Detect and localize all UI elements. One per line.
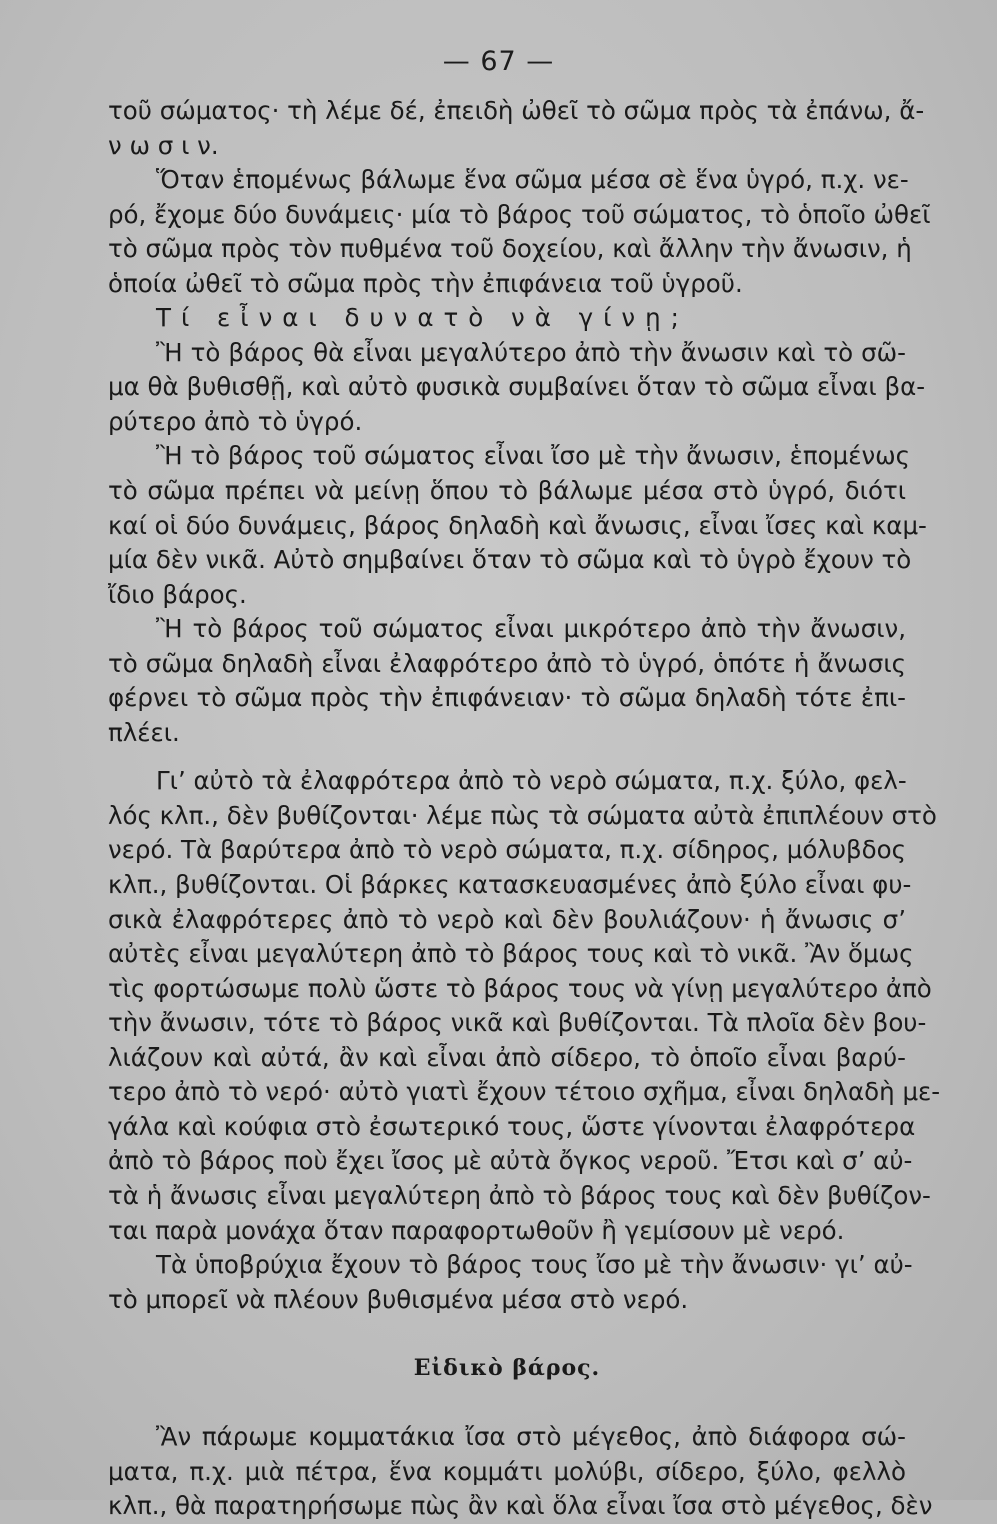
text-line: καί οἱ δύο δυνάμεις, βάρος δηλαδὴ καὶ ἄνωσις, εἶναι ἴσες καὶ καμ- xyxy=(108,510,927,540)
text-line: τὸ σῶμα δηλαδὴ εἶναι ἐλαφρότερο ἀπὸ τὸ ὑγρό, ὁπότε ἡ ἄνωσις xyxy=(108,648,906,678)
paragraph xyxy=(108,1420,933,1524)
paragraph xyxy=(108,94,925,163)
question-line: Τί εἶναι δυνατὸ νὰ γίνῃ; xyxy=(156,303,689,333)
paragraph xyxy=(108,439,927,612)
text-line: Ἢ τὸ βάρος τοῦ σώματος εἶναι ἴσο μὲ τὴν ἄνωσιν, ἑπομένως xyxy=(156,441,911,471)
section-heading: Εἰδικὸ βάρος. xyxy=(413,1355,601,1382)
text-line: τὸ σῶμα πρέπει νὰ μείνῃ ὅπου τὸ βάλωμε μέσα στὸ ὑγρό, διότι xyxy=(108,476,906,506)
text-line: τὴν ἄνωσιν, τότε τὸ βάρος νικᾶ καὶ βυθίζονται. Τὰ πλοῖα δὲν βου- xyxy=(108,1008,927,1038)
paragraph xyxy=(108,764,941,1248)
text-line: ἀπὸ τὸ βάρος ποὺ ἔχει ἴσος μὲ αὐτὰ ὄγκος νεροῦ. Ἔτσι καὶ σ’ αὐ- xyxy=(108,1146,913,1176)
text-line: κλπ., θὰ παρατηρήσωμε πὼς ἂν καὶ ὅλα εἶναι ἴσα στὸ μέγεθος, δὲν xyxy=(108,1491,933,1521)
text-line: μία δὲν νικᾶ. Αὐτὸ σημβαίνει ὅταν τὸ σῶμα καὶ τὸ ὑγρὸ ἔχουν τὸ xyxy=(108,545,912,575)
text-line: ματα, π.χ. μιὰ πέτρα, ἕνα κομμάτι μολύβι, σίδερο, ξύλο, φελλὸ xyxy=(108,1456,906,1486)
text-line: Ὅταν ἑπομένως βάλωμε ἕνα σῶμα μέσα σὲ ἕνα ὑγρό, π.χ. νε- xyxy=(156,165,909,195)
text-line: ἴδιο βάρος. xyxy=(108,579,247,609)
paragraph xyxy=(108,1248,913,1317)
text-line: νερό. Τὰ βαρύτερα ἀπὸ τὸ νερὸ σώματα, π.χ. σίδηρος, μόλυβδος xyxy=(108,835,907,865)
text-line: ρό, ἔχομε δύο δυνάμεις· μία τὸ βάρος τοῦ σώματος, τὸ ὁποῖο ὠθεῖ xyxy=(108,199,931,229)
page-number: — 67 — xyxy=(442,46,555,77)
text-line: Τὰ ὑποβρύχια ἔχουν τὸ βάρος τους ἴσο μὲ τὴν ἄνωσιν· γι’ αὐ- xyxy=(156,1250,913,1280)
text-line: λιάζουν καὶ αὐτά, ἂν καὶ εἶναι ἀπὸ σίδερο, τὸ ὁποῖο εἶναι βαρύ- xyxy=(108,1042,906,1072)
text-line: αὐτὲς εἶναι μεγαλύτερη ἀπὸ τὸ βάρος τους καὶ τὸ νικᾶ. Ἂν ὅμως xyxy=(108,939,914,969)
text-line: μα θὰ βυθισθῇ, καὶ αὐτὸ φυσικὰ συμβαίνει ὅταν τὸ σῶμα εἶναι βα- xyxy=(108,372,926,402)
paragraph xyxy=(108,336,926,440)
paragraph xyxy=(108,612,906,750)
paragraph xyxy=(108,301,906,336)
text-line: τὸ μπορεῖ νὰ πλέουν βυθισμένα μέσα στὸ νερό. xyxy=(108,1284,689,1314)
text-line: γάλα καὶ κούφια στὸ ἐσωτερικό τους, ὥστε γίνονται ἐλαφρότερα xyxy=(108,1111,916,1141)
text-line: τὸ σῶμα πρὸς τὸν πυθμένα τοῦ δοχείου, καὶ ἄλλην τὴν ἄνωσιν, ἡ xyxy=(108,234,912,264)
text-line: σικὰ ἐλαφρότερες ἀπὸ τὸ νερὸ καὶ δὲν βουλιάζουν· ἡ ἄνωσις σ’ xyxy=(108,904,906,934)
text-line: τερο ἀπὸ τὸ νερό· αὐτὸ γιατὶ ἔχουν τέτοιο σχῆμα, εἶναι δηλαδὴ με- xyxy=(108,1077,941,1107)
text-line: λός κλπ., δὲν βυθίζονται· λέμε πὼς τὰ σώματα αὐτὰ ἐπιπλέουν στὸ xyxy=(108,800,937,830)
text-line: Γι’ αὐτὸ τὰ ἐλαφρότερα ἀπὸ τὸ νερὸ σώματα, π.χ. ξύλο, φελ- xyxy=(156,766,907,796)
text-line: τὰ ἡ ἄνωσις εἶναι μεγαλύτερη ἀπὸ τὸ βάρος τους καὶ δὲν βυθίζον- xyxy=(108,1180,931,1210)
text-line: τὶς φορτώσωμε πολὺ ὥστε τὸ βάρος τους νὰ γίνῃ μεγαλύτερο ἀπὸ xyxy=(108,973,932,1003)
body-text xyxy=(108,94,941,1524)
text-line: πλέει. xyxy=(108,717,180,747)
text-line: Ἢ τὸ βάρος τοῦ σώματος εἶναι μικρότερο ἀπὸ τὴν ἄνωσιν, xyxy=(156,614,906,644)
text-line: Ἢ τὸ βάρος θὰ εἶναι μεγαλύτερο ἀπὸ τὴν ἄνωσιν καὶ τὸ σῶ- xyxy=(156,337,906,367)
text-line: κλπ., βυθίζονται. Οἱ βάρκες κατασκευασμένες ἀπὸ ξύλο εἶναι φυ- xyxy=(108,870,912,900)
text-line: ν ω σ ι ν. xyxy=(108,130,219,160)
text-line: ρύτερο ἀπὸ τὸ ὑγρό. xyxy=(108,406,363,436)
paragraph xyxy=(108,163,931,301)
text-line: ται παρὰ μονάχα ὅταν παραφορτωθοῦν ἢ γεμίσουν μὲ νερό. xyxy=(108,1215,845,1245)
text-line: Ἂν πάρωμε κομματάκια ἴσα στὸ μέγεθος, ἀπὸ διάφορα σώ- xyxy=(156,1422,906,1452)
text-line: ὁποία ὠθεῖ τὸ σῶμα πρὸς τὴν ἐπιφάνεια τοῦ ὑγροῦ. xyxy=(108,268,743,298)
text-line: φέρνει τὸ σῶμα πρὸς τὴν ἐπιφάνειαν· τὸ σῶμα δηλαδὴ τότε ἐπι- xyxy=(108,683,906,713)
text-line: τοῦ σώματος· τὴ λέμε δέ, ἐπειδὴ ὠθεῖ τὸ σῶμα πρὸς τὰ ἐπάνω, ἄ- xyxy=(108,96,925,125)
